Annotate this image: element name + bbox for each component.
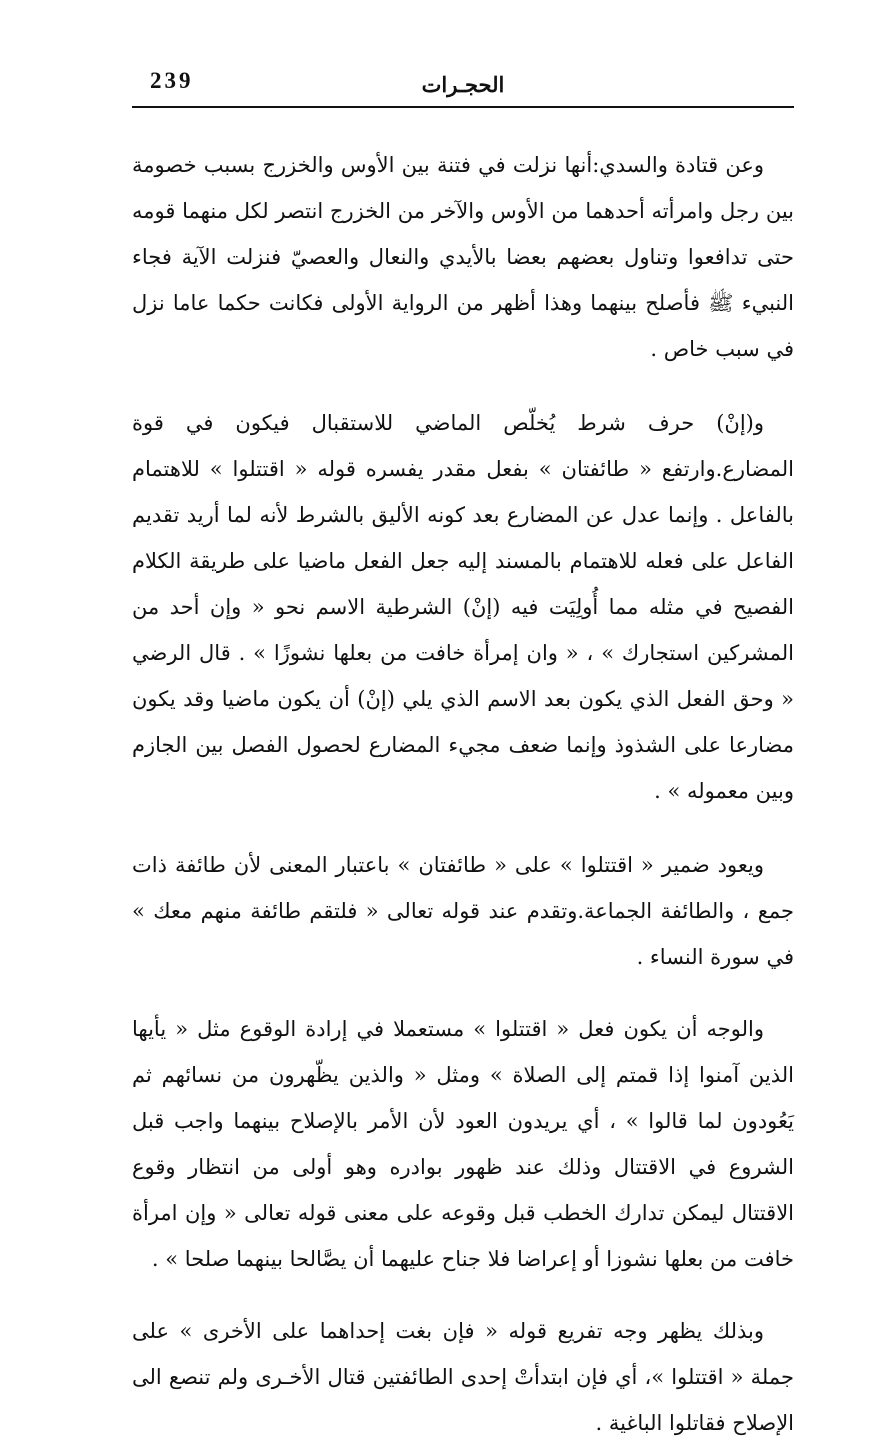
paragraph-iradat-al-wuqu: والوجه أن يكون فعل « اقتتلوا » مستعملا في إرادة الوقوع مثل « يأيها الذين آمنوا إذا قمتم إلى الصلاة » ومثل « والذين يظّهرون من نسائهم ثم يَعُودون لما قالوا » ، أي يريدون العود لأن الأمر بالإصلاح بينهما واجب قبل الشروع في الاقتتال وذلك عند ظهور بوادره وهو أولى من انتظار وقوع الاقتتال ليمكن تدارك الخطب قبل وقوعه على معنى قوله تعالى « وإن امرأة خافت من بعلها نشوزا أو إعراضا فلا جناح عليهما أن يصَّالحا بينهما صلحا » .	[132, 1017, 794, 1271]
header-divider	[132, 106, 794, 108]
paragraph-damir-iqtatalu: ويعود ضمير « اقتتلوا » على « طائفتان » باعتبار المعنى لأن طائفة ذات جمع ، والطائفة الجماعة.وتقدم عند قوله تعالى « فلتقم طائفة منهم معك » في سورة النساء .	[132, 853, 794, 969]
paragraph-qatada-sabab-nuzul: وعن قتادة والسدي:أنها نزلت في فتنة بين الأوس والخزرج بسبب خصومة بين رجل وامرأته أحدهما من الأوس والآخر من الخزرج انتصر لكل منهما قومه حتى تدافعوا وتناول بعضهم بعضا بالأيدي والنعال والعصيّ فنزلت الآية فجاء النبيء ﷺ فأصلح بينهما وهذا أظهر من الرواية الأولى فكانت حكما عاما نزل في سبب خاص .	[132, 153, 794, 361]
page-header	[132, 58, 794, 106]
running-title: الحجـرات	[421, 72, 505, 97]
paragraph-in-shartiya: و(إنْ) حرف شرط يُخلّص الماضي للاستقبال فيكون في قوة المضارع.وارتفع « طائفتان » بفعل مقدر يفسره قوله « اقتتلوا » للاهتمام بالفاعل . وإنما عدل عن المضارع بعد كونه الأليق بالشرط لأنه لما أريد تقديم الفاعل على فعله للاهتمام بالمسند إليه جعل الفعل ماضيا على طريقة الكلام الفصيح في مثله مما أُولِيَت فيه (إنْ) الشرطية الاسم نحو « وإن أحد من المشركين استجارك » ، « وان إمرأة خافت من بعلها نشوزًا » . قال الرضي « وحق الفعل الذي يكون بعد الاسم الذي يلي (إنْ) أن يكون ماضيا وقد يكون مضارعا على الشذوذ وإنما ضعف مجيء المضارع لحصول الفصل بين الجازم وبين معموله » .	[132, 411, 794, 803]
page-body	[132, 142, 794, 1446]
paragraph-tafri-qawlihi: وبذلك يظهر وجه تفريع قوله « فإن بغت إحداهما على الأخرى » على جملة « اقتتلوا »، أي فإن ابتدأتْ إحدى الطائفتين قتال الأخـرى ولم تنصع الى الإصلاح فقاتلوا الباغية .	[132, 1319, 794, 1435]
page-number: 239	[150, 68, 194, 93]
